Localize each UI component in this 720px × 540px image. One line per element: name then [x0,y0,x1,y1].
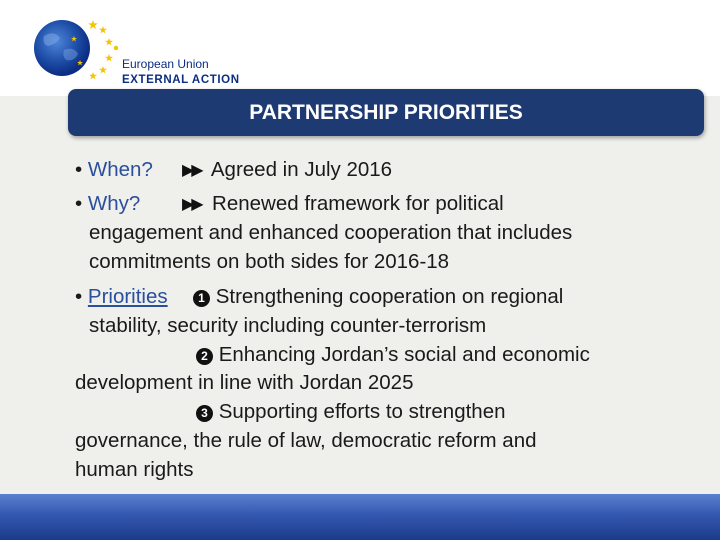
why-label: Why? [87,192,141,215]
bullet-marker: • [75,192,83,215]
page-title: PARTNERSHIP PRIORITIES [249,100,523,124]
p1-line1: Strengthening cooperation on regional [215,285,564,308]
why-detail [182,194,504,215]
p3-line3: human rights [75,458,194,481]
priorities-link[interactable]: Priorities [87,285,168,308]
when-detail [182,160,392,181]
priority-2 [196,345,590,366]
bullet-why [75,194,140,215]
priority-1 [193,287,563,308]
brand-line1: European Union [122,57,209,71]
why-text-line1: Renewed framework for political [212,192,504,215]
number-2-icon: 2 [196,348,213,365]
brand-line2: EXTERNAL ACTION [122,74,240,86]
p2-line2: development in line with Jordan 2025 [75,371,414,394]
number-3-icon: 3 [196,405,213,422]
number-1-icon: 1 [193,290,210,307]
when-label: When? [87,158,153,181]
why-text-line2: engagement and enhanced cooperation that includes [89,221,573,244]
p3-line1: Supporting efforts to strengthen [218,400,506,423]
double-right-arrow-icon: ▶▶ [182,162,201,179]
p3-line2: governance, the rule of law, democratic reform and [75,429,537,452]
when-text: Agreed in July 2016 [210,158,393,181]
priority-3 [196,402,506,423]
p1-line2: stability, security including counter-terrorism [89,314,487,337]
bullet-marker: • [75,285,83,308]
bullet-when [75,160,153,181]
footer-band [0,494,720,540]
double-right-arrow-icon: ▶▶ [182,196,201,213]
why-text-line3: commitments on both sides for 2016-18 [89,250,450,273]
bullet-priorities [75,287,168,308]
p2-line1: Enhancing Jordan’s social and economic [218,343,590,366]
bullet-marker: • [75,158,83,181]
